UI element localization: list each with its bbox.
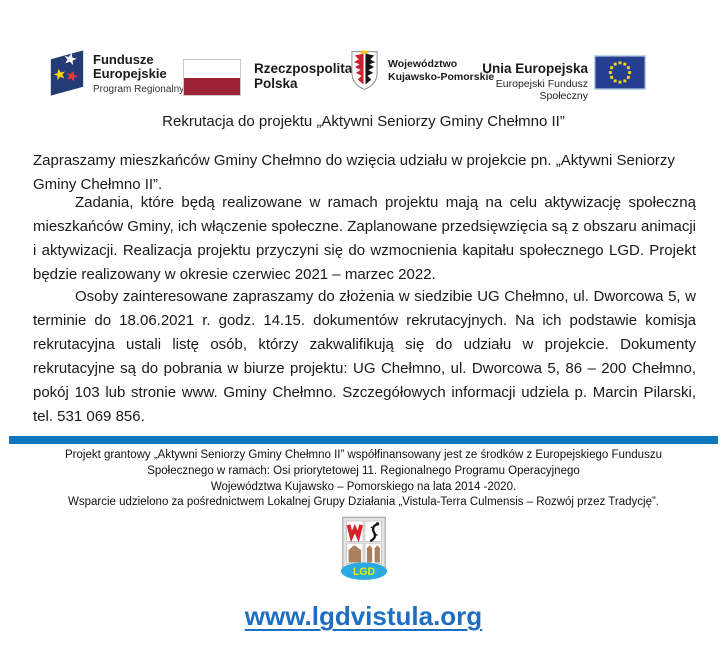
footer-line-3: Województwa Kujawsko – Pomorskiego na lata 2014 -2020. (210, 480, 517, 493)
fe-title-line1: Fundusze (93, 52, 154, 67)
logo-unia-europejska-text (470, 61, 588, 102)
fe-subtitle: Program Regionalny (93, 84, 185, 95)
blue-divider-bar (9, 436, 718, 444)
eu-flag-icon (594, 55, 646, 90)
logo-rzeczpospolita-polska (183, 57, 352, 96)
fundusze-europejskie-flag-icon (50, 48, 84, 98)
eu-title: Unia Europejska (482, 61, 588, 76)
page-title: Rekrutacja do projektu „Aktywni Seniorzy Gminy Chełmno II” (162, 113, 565, 130)
paragraph-recruitment: Osoby zainteresowane zapraszamy do złożenia w siedzibie UG Chełmno, ul. Dworcowa 5, w terminie do 18.06.2021 r. godz. 14.15. dokumentów rekrutacyjnych. Na ich podstawie komisja rekrutacyjna ustali listę osób, którzy zakwalifikują się do udziału w projekcie. Dokumenty rekrutacyjne są do pobrania w biurze projektu: UG Chełmno, ul. Dworcowa 5, 86 – 200 Chełmno, pokój 103 lub stronie www. Gminy Chełmno. Szczegółowych informacji udziela p. Marcin Pilarski, tel. 531 069 856. (33, 288, 696, 425)
logo-fundusze-europejskie (50, 48, 184, 98)
paragraph-intro: Zapraszamy mieszkańców Gminy Chełmno do wzięcia udziału w projekcie pn. „Aktywni Seniorzy Gminy Chełmno II”. (33, 152, 675, 193)
website-link[interactable]: www.lgdvistula.org (244, 601, 483, 631)
cofinancing-footer (0, 448, 727, 511)
footer-line-2: Społecznego w ramach: Osi priorytetowej 11. Regionalnego Programu Operacyjnego (147, 464, 580, 477)
fe-title-line2: Europejskie (93, 66, 167, 81)
poland-flag-icon (183, 59, 241, 96)
website-link-row (0, 601, 727, 632)
fundusze-europejskie-label (93, 53, 184, 95)
footer-line-1: Projekt grantowy „Aktywni Seniorzy Gminy Chełmno II” współfinansowany jest ze środków z Europejskiego Funduszu (65, 449, 662, 461)
poland-label (254, 61, 352, 91)
lgd-banner-label: LGD (352, 566, 375, 579)
eu-subtitle: Europejski Fundusz Społeczny (495, 78, 588, 102)
paragraph-tasks: Zadania, które będą realizowane w ramach projektu mają na celu aktywizację społeczną mieszkańców Gminy, ich włączenie społeczne. Zaplanowane przedsięwzięcia są z obszaru animacji i aktywizacji. Realizacja projektu przyczyni się do wzmocnienia kapitału społecznego LGD. Projekt będzie realizowany w okresie czerwiec 2021 – marzec 2022. (33, 194, 696, 283)
kujawsko-pomorskie-coat-of-arms-icon (350, 49, 379, 91)
kp-label-line1: Województwo (388, 58, 458, 70)
poland-label-line2: Polska (254, 76, 298, 91)
lgd-vistula-emblem-icon (337, 516, 391, 582)
kp-label-line2: Kujawsko-Pomorskie (388, 71, 495, 83)
footer-line-4: Wsparcie udzielono za pośrednictwem Lokalnej Grupy Działania „Vistula-Terra Culmensis – Rozwój przez Tradycję”. (67, 496, 659, 509)
poland-label-line1: Rzeczpospolita (254, 61, 353, 76)
